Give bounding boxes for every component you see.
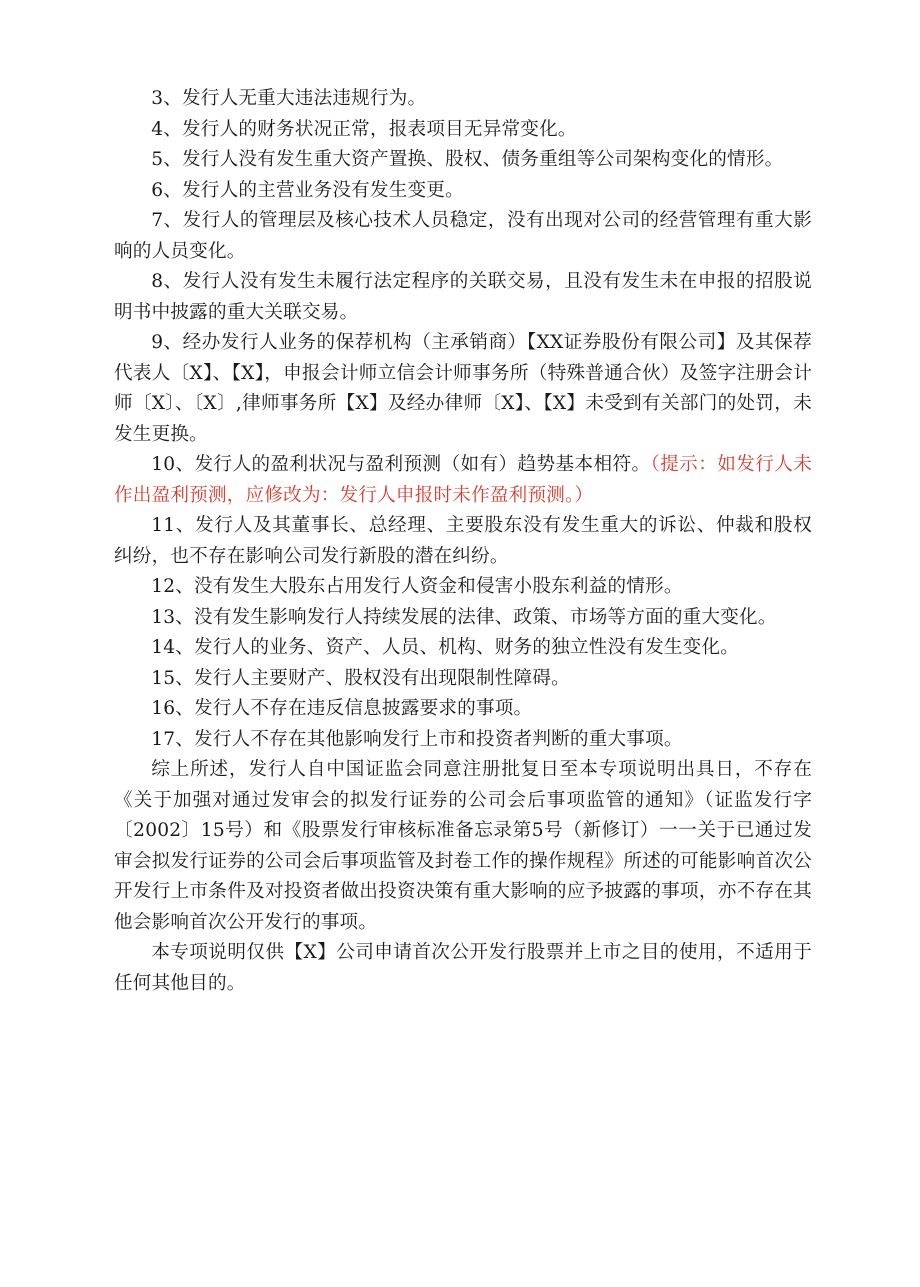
- paragraph-text: 13、没有发生影响发行人持续发展的法律、政策、市场等方面的重大变化。: [151, 606, 777, 628]
- paragraph-text: 3、发行人无重大违法违规行为。: [151, 88, 427, 109]
- paragraph-item-15: [114, 664, 812, 695]
- paragraph-item-8: [114, 267, 812, 328]
- paragraph-text: 6、发行人的主营业务没有发生变更。: [151, 179, 464, 201]
- paragraph-text: 9、经办发行人业务的保荐机构（主承销商）【XX证券股份有限公司】及其保荐代表人〔X】、【X】，申报会计师立信会计师事务所（特殊普通合伙）及签字注册会计师〔X〕、〔X〕,律师事务所【X】及经办律师〔X】、【X】未受到有关部门的处罚，未发生更换。: [114, 332, 812, 445]
- paragraph-text: 7、发行人的管理层及核心技术人员稳定，没有出现对公司的经营管理有重大影响的人员变化。: [114, 210, 812, 262]
- paragraph-text: 17、发行人不存在其他影响发行上市和投资者判断的重大事项。: [151, 728, 683, 750]
- paragraph-item-10: [114, 450, 812, 511]
- paragraph-text: 5、发行人没有发生重大资产置换、股权、债务重组等公司架构变化的情形。: [151, 149, 784, 170]
- paragraph-item-7: [114, 206, 812, 267]
- paragraph-item-13: [114, 603, 812, 634]
- paragraph-item-12: [114, 572, 812, 603]
- paragraph-text: 12、没有发生大股东占用发行人资金和侵害小股东利益的情形。: [151, 576, 683, 597]
- paragraph-text: 16、发行人不存在违反信息披露要求的事项。: [151, 698, 533, 719]
- paragraph-text: 4、发行人的财务状况正常，报表项目无异常变化。: [151, 118, 577, 140]
- paragraph-item-11: [114, 511, 812, 572]
- paragraph-text: 8、发行人没有发生未履行法定程序的关联交易，且没有发生未在申报的招股说明书中披露的重大关联交易。: [114, 271, 812, 323]
- paragraph-item-16: [114, 694, 812, 725]
- paragraph-text: 本专项说明仅供【X】公司申请首次公开发行股票并上市之目的使用，不适用于任何其他目的。: [114, 942, 812, 994]
- paragraph-text: 10、发行人的盈利状况与盈利预测（如有）趋势基本相符。: [151, 454, 651, 475]
- paragraph-item-17: [114, 725, 812, 756]
- paragraph-item-3: [114, 84, 812, 115]
- paragraph-text: 综上所述，发行人自中国证监会同意注册批复日至本专项说明出具日，不存在《关于加强对通过发审会的拟发行证券的公司会后事项监管的通知》（证监发行字〔2002〕15号）和《股票发行审核标准备忘录第5号（新修订）一一关于已通过发审会拟发行证券的公司会后事项监管及封卷工作的操作规程》所述的可能影响首次公开发行上市条件及对投资者做出投资决策有重大影响的应予披露的事项，亦不存在其他会影响首次公开发行的事项。: [114, 759, 812, 933]
- paragraph-item-9: [114, 328, 812, 450]
- summary-paragraph: [114, 755, 812, 938]
- revision-hint-note: （提示：如发行人未作出盈利预测，应修改为：发行人申报时未作盈利预测。）: [114, 454, 812, 506]
- paragraph-item-5: [114, 145, 812, 176]
- paragraph-item-4: [114, 115, 812, 146]
- paragraph-item-6: [114, 176, 812, 207]
- paragraph-text: 15、发行人主要财产、股权没有出现限制性障碍。: [151, 667, 570, 689]
- paragraph-text: 14、发行人的业务、资产、人员、机构、财务的独立性没有发生变化。: [151, 637, 740, 658]
- usage-statement-paragraph: [114, 938, 812, 999]
- paragraph-item-14: [114, 633, 812, 664]
- document-body: [114, 84, 812, 999]
- paragraph-text: 11、发行人及其董事长、总经理、主要股东没有发生重大的诉讼、仲裁和股权纠纷，也不存在影响公司发行新股的潜在纠纷。: [114, 515, 812, 567]
